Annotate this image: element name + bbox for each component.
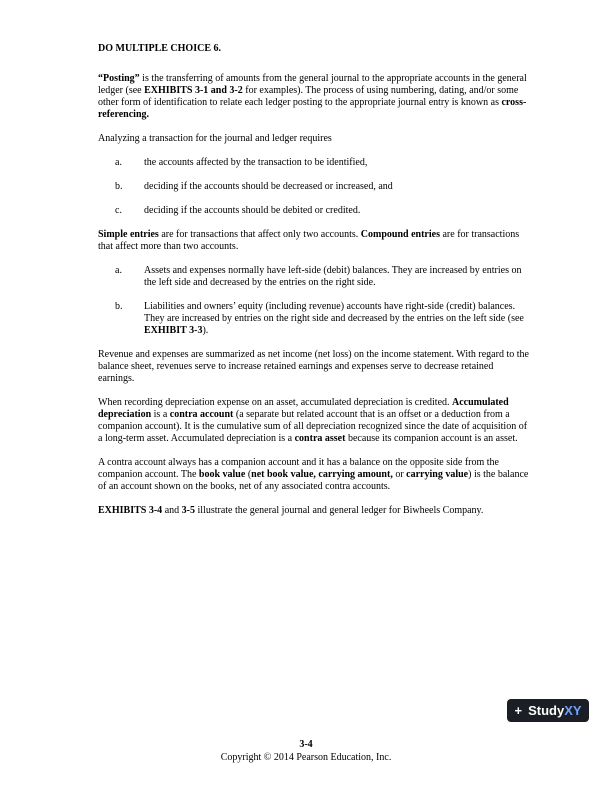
cross-referencing-term: cross-referencing. <box>98 97 527 120</box>
exhibit-ref: EXHIBIT 3-3 <box>144 325 203 336</box>
studyxy-logo: StudyXY <box>528 702 582 718</box>
simple-entries-term: Simple entries <box>98 229 159 240</box>
plus-icon: + <box>514 702 523 718</box>
revenue-paragraph: Revenue and expenses are summarized as net income (net loss) on the income statement. With regard to the balance sheet, revenues serve to increase retained earnings and expenses serve to decrease retained earnings. <box>98 349 529 384</box>
section-heading: DO MULTIPLE CHOICE 6. <box>98 43 221 54</box>
list-item: a. Assets and expenses normally have left-side (debit) balances. They are increased by entries on the left side and decreased by the entries on the right side. <box>115 265 522 288</box>
contra-account-paragraph: A contra account always has a companion account and it has a balance on the opposite side from the companion account. The book value (net book value, carrying amount, or carrying value) is the balance of an account shown on the books, net of any associated contra accounts. <box>98 457 529 492</box>
requirements-list <box>98 157 531 217</box>
posting-term: “Posting” <box>98 73 140 84</box>
posting-paragraph: “Posting” is the transferring of amounts from the general journal to the appropriate accounts in the general ledger (see EXHIBITS 3-1 and 3-2 for examples). The process of using numbering, dating, and/or some other form of identification to relate each ledger posting to the appropriate journal entry is known as cross-referencing. <box>98 73 527 120</box>
studyxy-badge[interactable] <box>507 699 589 722</box>
exhibit-ref: EXHIBITS 3-1 and 3-2 <box>144 85 243 96</box>
list-item: a. the accounts affected by the transaction to be identified, <box>115 157 368 168</box>
list-item: c. deciding if the accounts should be debited or credited. <box>115 205 361 216</box>
page-number: 3-4 <box>299 739 313 750</box>
list-item: b. deciding if the accounts should be decreased or increased, and <box>115 181 393 192</box>
analyzing-paragraph: Analyzing a transaction for the journal and ledger requires <box>98 133 332 144</box>
entries-paragraph: Simple entries are for transactions that affect only two accounts. Compound entries are for transactions that affect more than two accounts. <box>98 229 520 252</box>
exhibits-paragraph: EXHIBITS 3-4 and 3-5 illustrate the general journal and general ledger for Biwheels Company. <box>98 505 484 516</box>
depreciation-paragraph: When recording depreciation expense on an asset, accumulated depreciation is credited. Accumulated depreciation is a contra account (a separate but related account that is an offset or a deduction from a companion account). It is the cumulative sum of all depreciation recognized since the date of acquisition of a long-term asset. Accumulated depreciation is a contra asset because its companion account is an asset. <box>98 397 528 444</box>
copyright: Copyright © 2014 Pearson Education, Inc. <box>220 752 392 763</box>
compound-entries-term: Compound entries <box>360 229 440 240</box>
page-content <box>98 43 531 529</box>
list-item: b. Liabilities and owners’ equity (including revenue) accounts have right-side (credit) balances. They are increased by entries on the right side and decreased by the entries on the left side (see EXHIBIT 3-3). <box>115 301 524 336</box>
balances-list <box>98 265 531 337</box>
